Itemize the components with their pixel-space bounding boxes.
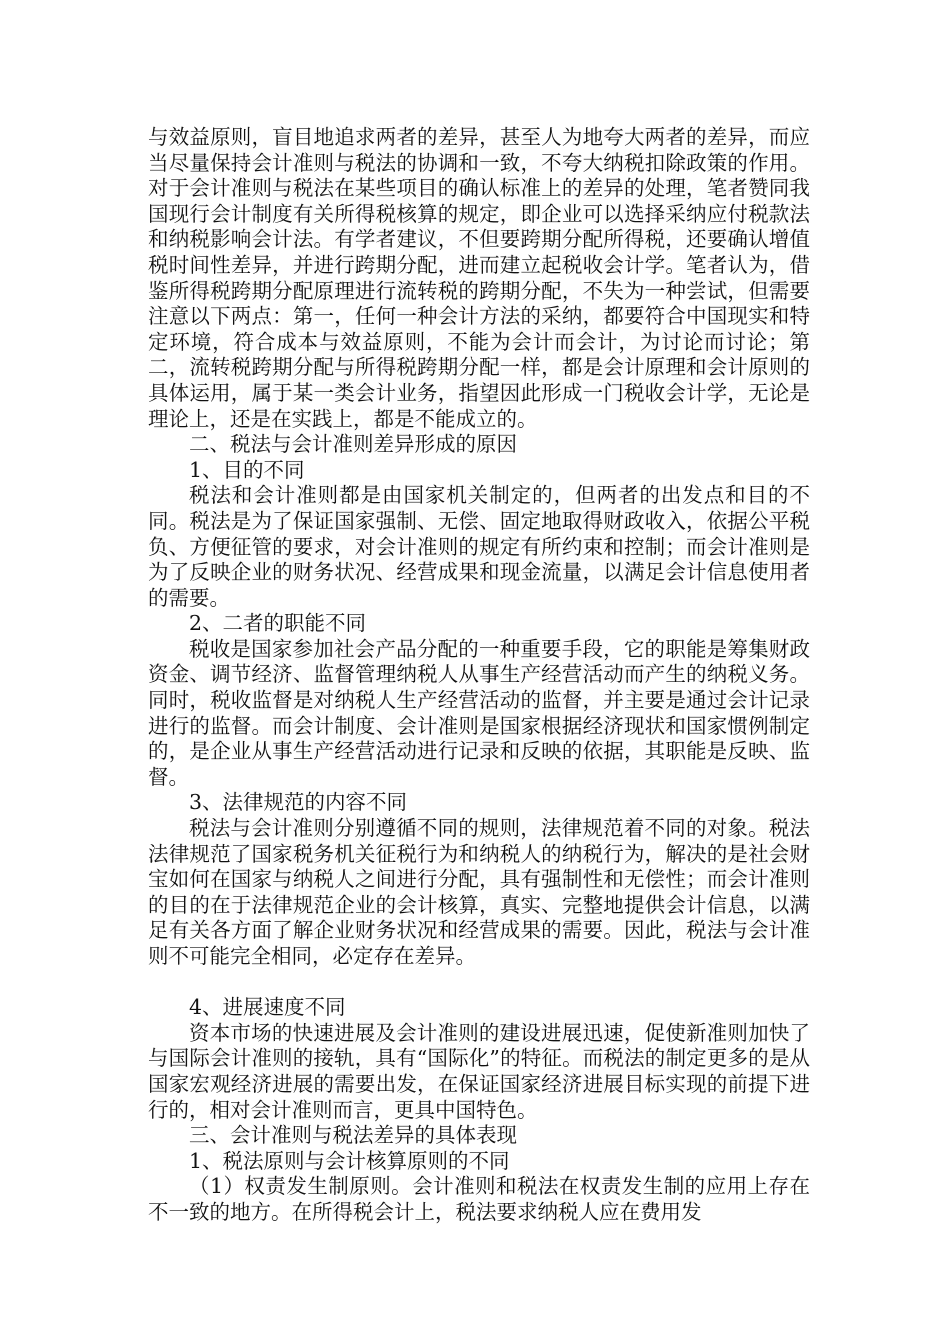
body-paragraph: 税收是国家参加社会产品分配的一种重要手段，它的职能是筹集财政资金、调节经济、监督管理纳税人从事生产经营活动而产生的纳税义务。同时，税收监督是对纳税人生产经营活动的监督，并主要是通过会计记录进行的监督。而会计制度、会计准则是国家根据经济现状和国家惯例制定的，是企业从事生产经营活动进行记录和反映的依据，其职能是反映、监督。 (148, 636, 810, 789)
subsection-heading: 3、法律规范的内容不同 (189, 790, 408, 815)
section-heading: 三、会计准则与税法差异的具体表现 (189, 1123, 517, 1148)
document-page (148, 125, 810, 1226)
subsection-heading: 2、二者的职能不同 (189, 611, 367, 636)
body-paragraph: 资本市场的快速进展及会计准则的建设进展迅速，促使新准则加快了与国际会计准则的接轨，具有“国际化”的特征。而税法的制定更多的是从国家宏观经济进展的需要出发，在保证国家经济进展目标实现的前提下进行的，相对会计准则而言，更具中国特色。 (148, 1020, 810, 1122)
section-heading: 二、税法与会计准则差异形成的原因 (189, 432, 517, 457)
body-paragraph: 税法和会计准则都是由国家机关制定的，但两者的出发点和目的不同。税法是为了保证国家强制、无偿、固定地取得财政收入，依据公平税负、方便征管的要求，对会计准则的规定有所约束和控制；而会计准则是为了反映企业的财务状况、经营成果和现金流量，以满足会计信息使用者的需要。 (148, 483, 810, 610)
body-paragraph: 与效益原则，盲目地追求两者的差异，甚至人为地夸大两者的差异，而应当尽量保持会计准则与税法的协调和一致，不夸大纳税扣除政策的作用。对于会计准则与税法在某些项目的确认标准上的差异的处理，笔者赞同我国现行会计制度有关所得税核算的规定，即企业可以选择采纳应付税款法和纳税影响会计法。有学者建议，不但要跨期分配所得税，还要确认增值税时间性差异，并进行跨期分配，进而建立起税收会计学。笔者认为，借鉴所得税跨期分配原理进行流转税的跨期分配，不失为一种尝试，但需要注意以下两点：第一，任何一种会计方法的采纳，都要符合中国现实和特定环境，符合成本与效益原则，不能为会计而会计，为讨论而讨论；第二，流转税跨期分配与所得税跨期分配一样，都是会计原理和会计原则的具体运用，属于某一类会计业务，指望因此形成一门税收会计学，无论是理论上，还是在实践上，都是不能成立的。 (148, 125, 810, 431)
body-paragraph: （1）权责发生制原则。会计准则和税法在权责发生制的应用上存在不一致的地方。在所得税会计上，税法要求纳税人应在费用发 (148, 1174, 810, 1224)
body-paragraph: 税法与会计准则分别遵循不同的规则，法律规范着不同的对象。税法法律规范了国家税务机关征税行为和纳税人的纳税行为，解决的是社会财宝如何在国家与纳税人之间进行分配，具有强制性和无偿性；而会计准则的目的在于法律规范企业的会计核算，真实、完整地提供会计信息，以满足有关各方面了解企业财务状况和经营成果的需要。因此，税法与会计准则不可能完全相同，必定存在差异。 (148, 816, 810, 968)
subsection-heading: 1、税法原则与会计核算原则的不同 (189, 1148, 510, 1173)
blank-line (148, 970, 810, 996)
subsection-heading: 1、目的不同 (189, 457, 305, 482)
subsection-heading: 4、进展速度不同 (189, 995, 346, 1020)
